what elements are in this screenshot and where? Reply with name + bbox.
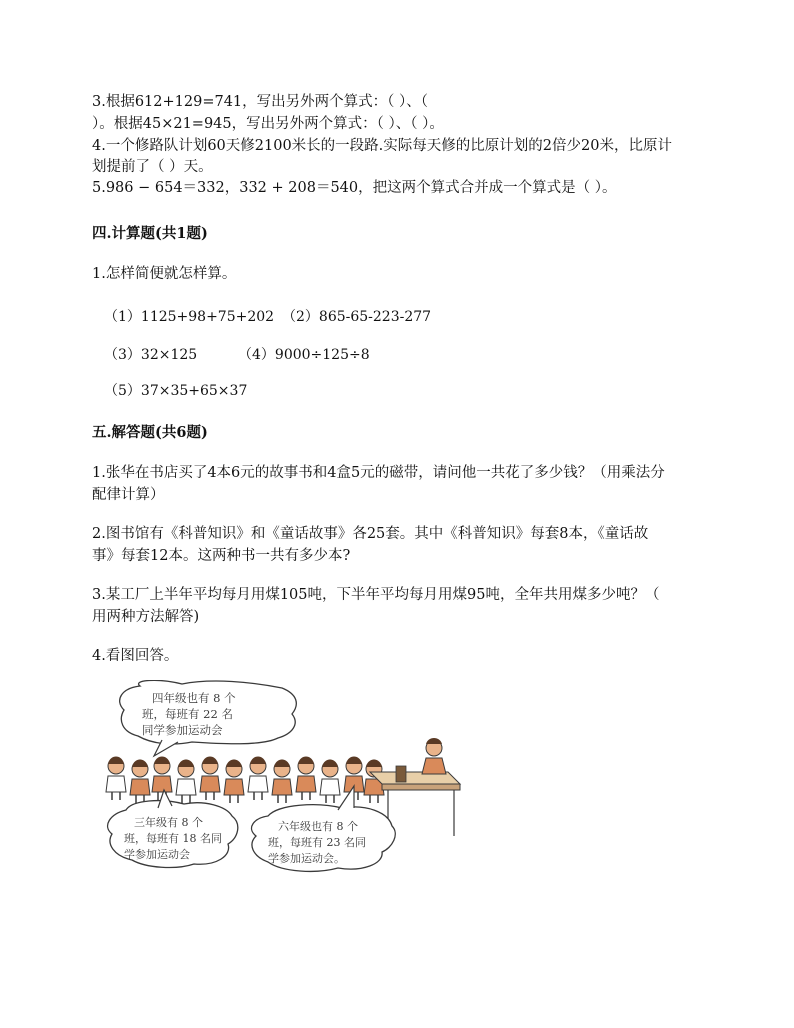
- child-figure: [224, 760, 244, 804]
- section5-q3-line2: 用两种方法解答): [92, 609, 200, 625]
- bubble-left-line-3: 学参加运动会: [124, 848, 190, 861]
- child-figure: [130, 760, 150, 804]
- section5-q4-prompt: 4.看图回答。: [92, 648, 179, 664]
- bubble-right-line-3: 学参加运动会。: [268, 852, 345, 865]
- child-figure: [152, 757, 172, 801]
- child-figure: [106, 757, 126, 801]
- child-figure: [176, 760, 196, 804]
- child-figure: [272, 760, 292, 804]
- child-figure: [296, 757, 316, 801]
- children-group: [106, 757, 384, 804]
- child-figure: [320, 760, 340, 804]
- bubble-top-line-3: 同学参加运动会: [142, 723, 223, 737]
- section5-q3-line1: 3.某工厂上半年平均每月用煤105吨，下半年平均每月用煤95吨，全年共用煤多少吨？（: [92, 587, 660, 603]
- calc-item-5: （5）37×35+65×37: [104, 383, 248, 399]
- speech-bubble-top: [120, 680, 297, 756]
- fill-in-q5-line: 5.986 − 654＝332，332 + 208＝540，把这两个算式合并成一个算式是（ ）。: [92, 180, 617, 196]
- calc-item-2: （2）865-65-223-277: [282, 309, 432, 325]
- calc-item-1: （1）1125+98+75+202: [104, 309, 275, 325]
- bubble-right-line-1: 六年级也有 8 个: [278, 820, 358, 833]
- speech-bubble-right: [252, 786, 396, 871]
- calc-item-4: （4）9000÷125÷8: [238, 347, 370, 363]
- speech-bubble-left: [108, 790, 238, 867]
- bubble-right-line-2: 班，每班有 23 名同: [268, 836, 366, 849]
- fill-in-q4-line1: 4.一个修路队计划60天修2100米长的一段路.实际每天修的比原计划的2倍少20米，比原计: [92, 138, 672, 154]
- section5-heading: 五.解答题(共6题): [92, 424, 208, 441]
- calc-item-3: （3）32×125: [104, 347, 198, 363]
- fill-in-q3-line2: ）。根据45×21=945，写出另外两个算式：（ ）、（ ）。: [92, 116, 444, 132]
- child-figure: [200, 757, 220, 801]
- fill-in-q4-line2: 划提前了（ ）天。: [92, 159, 213, 175]
- teacher-figure: [422, 738, 446, 774]
- section4-heading: 四.计算题(共1题): [92, 225, 208, 242]
- section5-q1-line1: 1.张华在书店买了4本6元的故事书和4盒5元的磁带，请问他一共花了多少钱？（用乘法分: [92, 465, 665, 481]
- sports-meet-illustration: [92, 680, 464, 886]
- section5-q1-line2: 配律计算）: [92, 487, 165, 503]
- section4-q1-prompt: 1.怎样简便就怎样算。: [92, 266, 237, 282]
- child-figure: [248, 757, 268, 801]
- bubble-top-line-1: 四年级也有 8 个: [152, 691, 236, 705]
- bubble-top-line-2: 班，每班有 22 名: [142, 707, 233, 721]
- section5-q2-line2: 事》每套12本。这两种书一共有多少本?: [92, 548, 351, 564]
- fill-in-q3-line1: 3.根据612+129=741，写出另外两个算式：（ ）、（: [92, 94, 429, 110]
- bubble-left-line-2: 班，每班有 18 名同: [124, 832, 222, 845]
- bubble-left-line-1: 三年级有 8 个: [134, 816, 203, 829]
- section5-q2-line1: 2.图书馆有《科普知识》和《童话故事》各25套。其中《科普知识》每套8本，《童话故: [92, 526, 649, 542]
